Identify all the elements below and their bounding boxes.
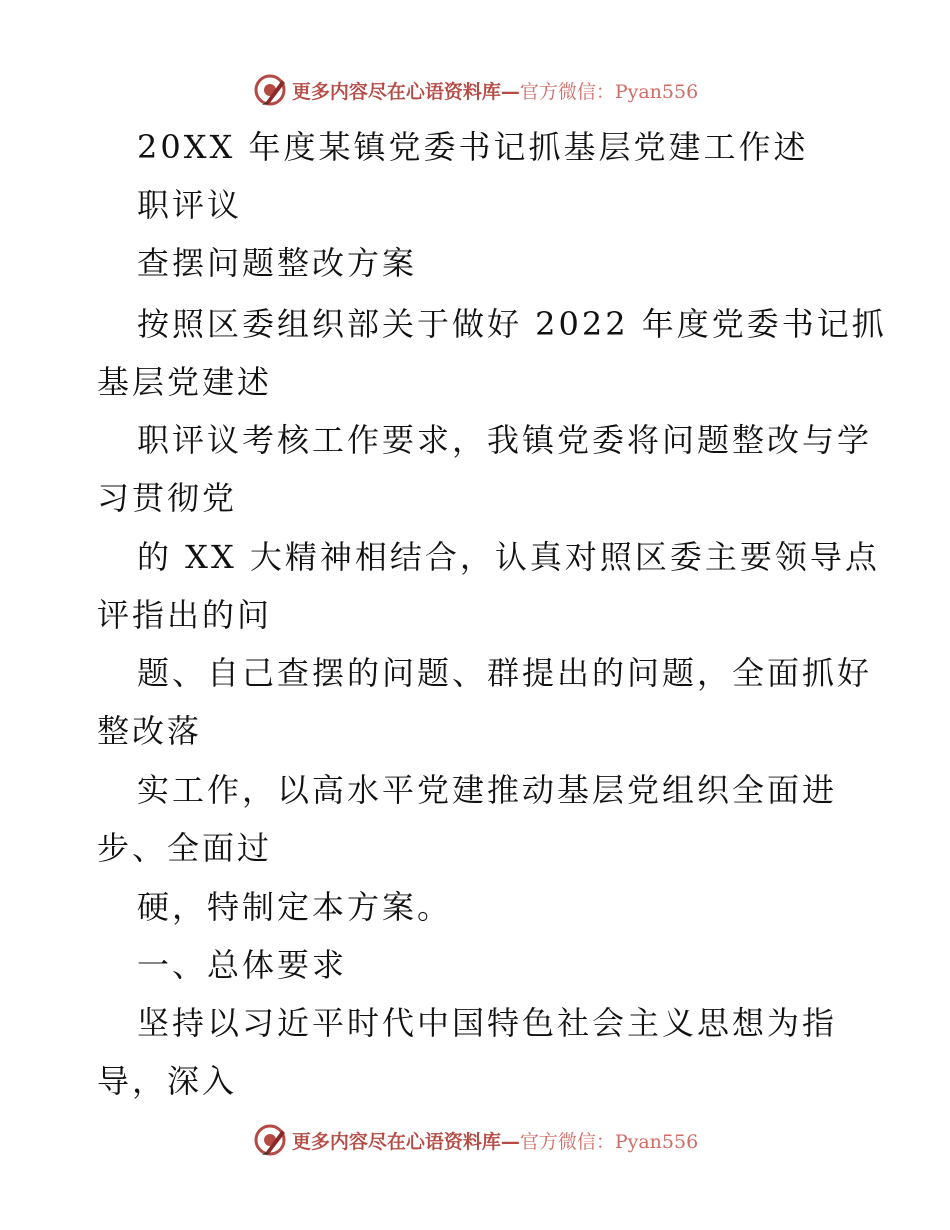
doc-line: 评指出的问 xyxy=(97,596,273,634)
doc-line: 硬，特制定本方案。 xyxy=(137,888,453,926)
doc-line: 的 XX 大精神相结合，认真对照区委主要领导点 xyxy=(137,538,880,576)
doc-line: 题、自己查摆的问题、群提出的问题，全面抓好 xyxy=(137,654,873,692)
doc-line: 导，深入 xyxy=(97,1062,238,1100)
watermark-text: 更多内容尽在心语资料库— xyxy=(291,1130,520,1153)
doc-line: 职评议考核工作要求，我镇党委将问题整改与学 xyxy=(137,421,873,459)
pen-logo-icon xyxy=(252,72,288,108)
watermark-text: 更多内容尽在心语资料库— xyxy=(291,80,520,103)
doc-line: 步、全面过 xyxy=(97,829,273,867)
doc-line: 查摆问题整改方案 xyxy=(137,244,418,282)
watermark-footer xyxy=(0,1120,950,1160)
doc-line: 20XX 年度某镇党委书记抓基层党建工作述 xyxy=(137,128,809,166)
doc-line: 坚持以习近平时代中国特色社会主义思想为指 xyxy=(137,1004,838,1042)
doc-line: 一、总体要求 xyxy=(137,946,348,984)
watermark-header xyxy=(0,70,950,110)
doc-line: 习贯彻党 xyxy=(97,479,238,517)
doc-line: 按照区委组织部关于做好 2022 年度党委书记抓 xyxy=(137,305,887,343)
doc-line: 职评议 xyxy=(137,186,243,224)
pen-logo-icon xyxy=(252,1122,288,1158)
watermark-wechat: 官方微信：Pyan556 xyxy=(519,1130,699,1153)
doc-line: 实工作，以高水平党建推动基层党组织全面进 xyxy=(137,771,838,809)
doc-line: 整改落 xyxy=(97,712,203,750)
doc-line: 基层党建述 xyxy=(97,363,273,401)
watermark-wechat: 官方微信：Pyan556 xyxy=(519,80,699,103)
